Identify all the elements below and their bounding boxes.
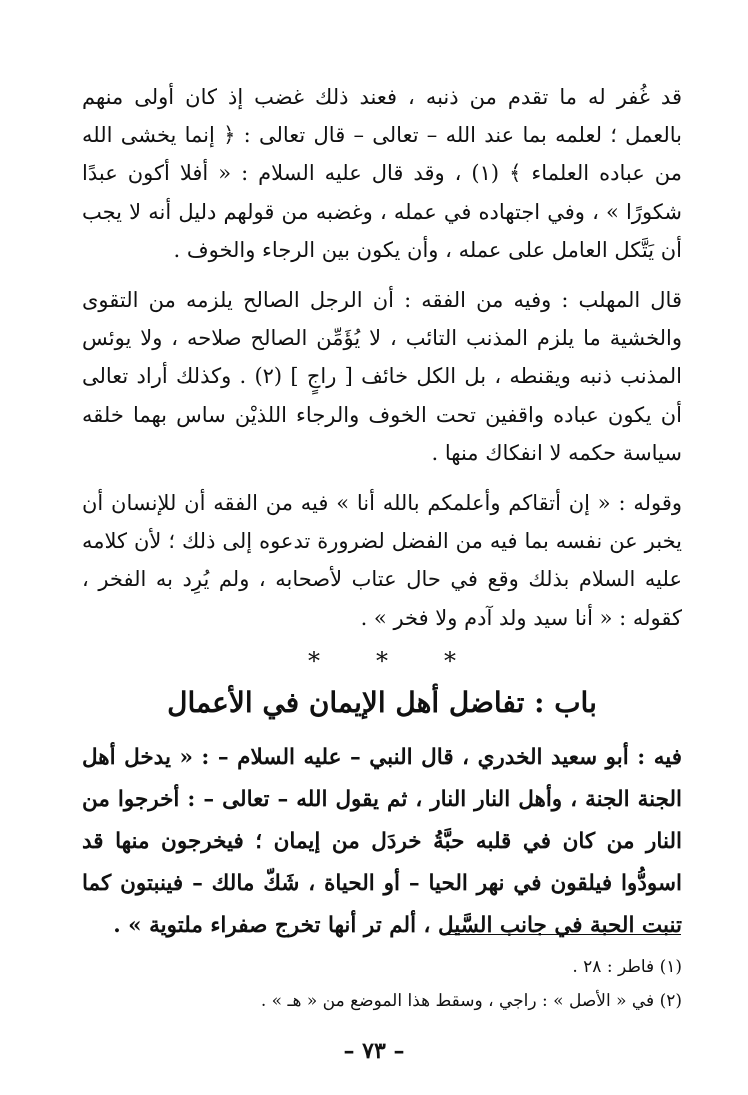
footnotes [82, 950, 682, 1018]
separator-star: * [444, 646, 456, 675]
paragraph-1: قد غُفر له ما تقدم من ذنبه ، فعند ذلك غضب إذ كان أولى منهم بالعمل ؛ لعلمه بما عند الله – تعالى – قال تعالى : ﴿ إنما يخشى الله من عباده العلماء ﴾ (١) ، وقد قال عليه السلام : « أفلا أكون عبدًا شكورًا » ، وفي اجتهاده في عمله ، وغضبه من قولهم دليل أنه لا يجب أن يَتَّكل العامل على عمله ، وأن يكون بين الرجاء والخوف . [82, 85, 682, 262]
section-separator [82, 647, 682, 675]
paragraph-3: وقوله : « إن أتقاكم وأعلمكم بالله أنا » فيه من الفقه أن للإنسان أن يخبر عن نفسه بما فيه من الفضل لضرورة تدعوه إلى ذلك ؛ لأن كلامه عليه السلام بذلك وقع في حال عتاب لأصحابه ، ولم يُرِد به الفخر ، كقوله : « أنا سيد ولد آدم ولا فخر » . [82, 491, 682, 630]
footnote-1: (١) فاطر : ٢٨ . [572, 957, 682, 977]
separator-star: * [376, 646, 388, 675]
hadith-text: فيه : أبو سعيد الخدري ، قال النبي – عليه السلام – : « يدخل أهل الجنة الجنة ، وأهل النار النار ، ثم يقول الله – تعالى – : أخرجوا من النار من كان في قلبه حبَّةُ خردَل من إيمان ؛ فيخرجون منها قد اسودُّوا فيلقون في نهر الحيا – أو الحياة ، شَكّ مالك – فينبتون كما تنبت الحبة في جانب السَّيل ، ألم تر أنها تخرج صفراء ملتوية » . [82, 744, 682, 938]
footnote-2: (٢) في « الأصل » : راجي ، وسقط هذا الموضع من « هـ » . [260, 991, 682, 1011]
page-number: – ٧٣ – [343, 1038, 405, 1064]
footnote-divider [448, 934, 681, 935]
separator-star: * [308, 646, 320, 675]
chapter-title: باب : تفاضل أهل الإيمان في الأعمال [167, 685, 597, 719]
paragraph-2: قال المهلب : وفيه من الفقه : أن الرجل الصالح يلزمه من التقوى والخشية ما يلزم المذنب التائب ، لا يُؤَمِّن الصالح صلاحه ، ولا يوئس المذنب ذنبه ويقنطه ، بل الكل خائف [ راجٍ ] (٢) . وكذلك أراد تعالى أن يكون عباده واقفين تحت الخوف والرجاء اللذيْن ساس بهما خلقه سياسة حكمه لا انفكاك منها . [82, 288, 683, 465]
main-text [82, 78, 682, 947]
